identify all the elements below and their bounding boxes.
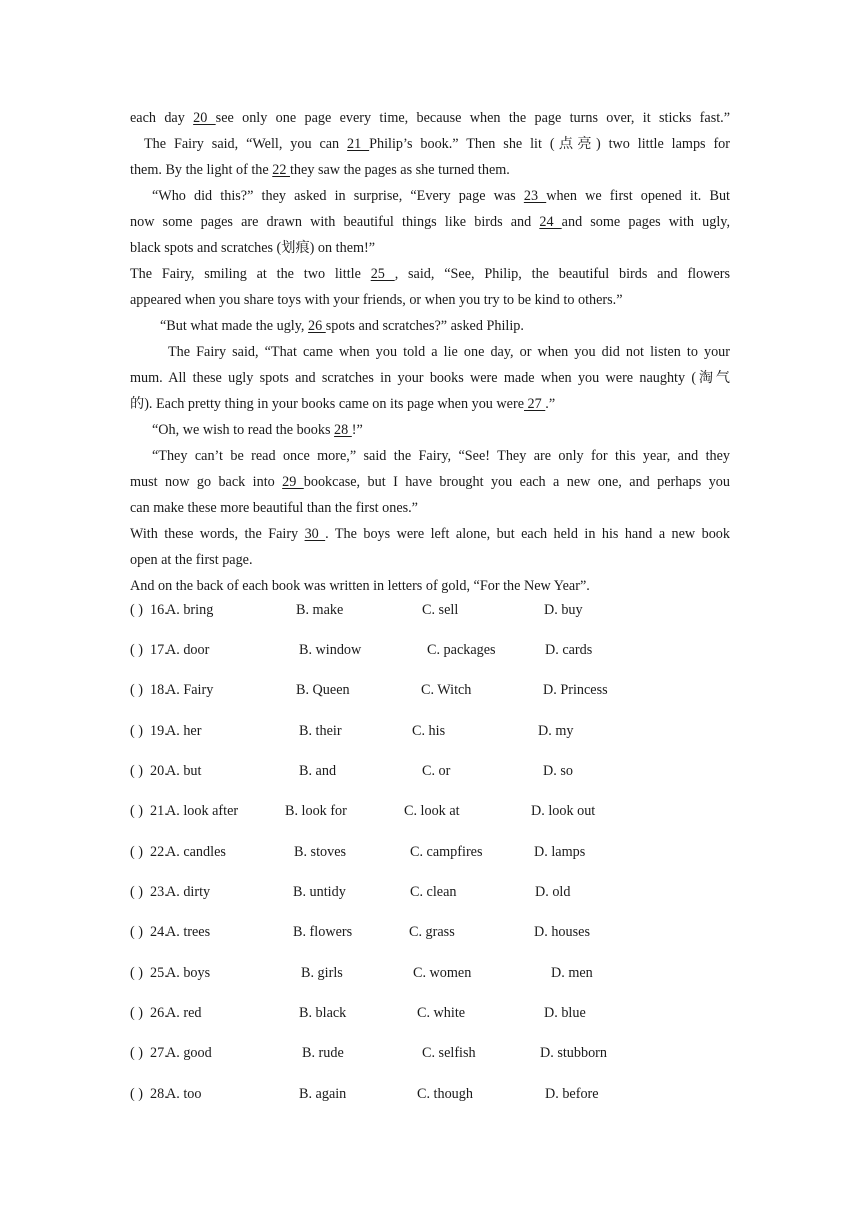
option-c[interactable]: C. clean bbox=[410, 884, 457, 900]
option-a[interactable]: A. look after bbox=[166, 803, 239, 819]
option-d[interactable]: D. Princess bbox=[543, 682, 608, 698]
option-c[interactable]: C. Witch bbox=[421, 682, 472, 698]
blank-22: 22 bbox=[272, 162, 290, 178]
option-b[interactable]: B. flowers bbox=[293, 924, 353, 940]
blank-28: 28 bbox=[334, 422, 352, 438]
option-a[interactable]: A. door bbox=[166, 642, 210, 658]
option-a[interactable]: A. bring bbox=[166, 602, 214, 618]
passage-line: open at the first page. bbox=[130, 552, 253, 568]
passage-line: them. By the light of the 22 they saw the pages as she turned them. bbox=[130, 162, 510, 178]
option-d[interactable]: D. buy bbox=[544, 602, 583, 618]
passage-line: must now go back into 29 bookcase, but I have brought you each a new one, and perhaps you bbox=[130, 474, 730, 490]
question-number: 28. bbox=[150, 1086, 168, 1102]
option-b[interactable]: B. stoves bbox=[294, 844, 347, 860]
question-number: 18. bbox=[150, 682, 168, 698]
answer-paren[interactable]: ( ) bbox=[130, 844, 143, 860]
option-b[interactable]: B. untidy bbox=[293, 884, 346, 900]
option-b[interactable]: B. rude bbox=[302, 1045, 344, 1061]
option-d[interactable]: D. cards bbox=[545, 642, 593, 658]
question-number: 16. bbox=[150, 602, 168, 618]
option-c[interactable]: C. selfish bbox=[422, 1045, 476, 1061]
question-number: 26. bbox=[150, 1005, 168, 1021]
answer-paren[interactable]: ( ) bbox=[130, 723, 143, 739]
option-c[interactable]: C. or bbox=[422, 763, 451, 779]
option-d[interactable]: D. houses bbox=[534, 924, 590, 940]
passage-line: The Fairy said, “Well, you can 21 Philip’s book.” Then she lit (点亮) two little lamps for bbox=[144, 136, 731, 152]
option-a[interactable]: A. candles bbox=[166, 844, 226, 860]
blank-26: 26 bbox=[308, 318, 326, 334]
option-d[interactable]: D. so bbox=[543, 763, 573, 779]
option-d[interactable]: D. blue bbox=[544, 1005, 586, 1021]
blank-27: 27 bbox=[524, 396, 546, 412]
option-a[interactable]: A. dirty bbox=[166, 884, 211, 900]
question-number: 21. bbox=[150, 803, 168, 819]
option-c[interactable]: C. white bbox=[417, 1005, 466, 1021]
blank-25: 25 bbox=[370, 266, 395, 282]
blank-29: 29 bbox=[282, 474, 304, 490]
option-d[interactable]: D. stubborn bbox=[540, 1045, 607, 1061]
passage-line: The Fairy said, “That came when you told a lie one day, or when you did not listen to your bbox=[168, 344, 730, 360]
question-number: 20. bbox=[150, 763, 168, 779]
option-d[interactable]: D. my bbox=[538, 723, 574, 739]
option-d[interactable]: D. lamps bbox=[534, 844, 586, 860]
answer-paren[interactable]: ( ) bbox=[130, 924, 143, 940]
option-c[interactable]: C. sell bbox=[422, 602, 459, 618]
passage-line: now some pages are drawn with beautiful things like birds and 24 and some pages with ugly, bbox=[130, 214, 730, 230]
passage-line: can make these more beautiful than the first ones.” bbox=[130, 500, 418, 516]
blank-24: 24 bbox=[539, 214, 562, 230]
option-b[interactable]: B. look for bbox=[285, 803, 347, 819]
option-c[interactable]: C. his bbox=[412, 723, 446, 739]
option-b[interactable]: B. and bbox=[299, 763, 337, 779]
option-c[interactable]: C. look at bbox=[404, 803, 460, 819]
blank-23: 23 bbox=[523, 188, 547, 204]
question-number: 25. bbox=[150, 965, 168, 981]
passage-line: “They can’t be read once more,” said the Fairy, “See! They are only for this year, and they bbox=[152, 448, 730, 464]
passage-line: The Fairy, smiling at the two little 25 , said, “See, Philip, the beautiful birds and flowers bbox=[130, 266, 731, 282]
option-b[interactable]: B. their bbox=[299, 723, 342, 739]
answer-paren[interactable]: ( ) bbox=[130, 884, 143, 900]
passage-line: “Who did this?” they asked in surprise, “Every page was 23 when we first opened it. But bbox=[152, 188, 730, 204]
blank-30: 30 bbox=[304, 526, 326, 542]
answer-paren[interactable]: ( ) bbox=[130, 763, 143, 779]
option-a[interactable]: A. Fairy bbox=[166, 682, 214, 698]
option-a[interactable]: A. her bbox=[166, 723, 202, 739]
option-a[interactable]: A. trees bbox=[166, 924, 211, 940]
question-number: 22. bbox=[150, 844, 168, 860]
answer-paren[interactable]: ( ) bbox=[130, 965, 143, 981]
option-b[interactable]: B. window bbox=[299, 642, 362, 658]
option-a[interactable]: A. boys bbox=[166, 965, 211, 981]
option-d[interactable]: D. before bbox=[545, 1086, 599, 1102]
option-a[interactable]: A. red bbox=[166, 1005, 202, 1021]
passage-line: “Oh, we wish to read the books 28 !” bbox=[152, 422, 363, 438]
passage-line: With these words, the Fairy 30 . The boys were left alone, but each held in his hand a new book bbox=[130, 526, 730, 542]
option-c[interactable]: C. campfires bbox=[410, 844, 483, 860]
answer-paren[interactable]: ( ) bbox=[130, 1086, 143, 1102]
passage-line: mum. All these ugly spots and scratches in your books were made when you were naughty (淘气 bbox=[130, 370, 730, 386]
answer-paren[interactable]: ( ) bbox=[130, 682, 143, 698]
answer-paren[interactable]: ( ) bbox=[130, 1005, 143, 1021]
question-number: 17. bbox=[150, 642, 168, 658]
question-number: 24. bbox=[150, 924, 168, 940]
option-d[interactable]: D. old bbox=[535, 884, 571, 900]
option-b[interactable]: B. black bbox=[299, 1005, 347, 1021]
option-d[interactable]: D. men bbox=[551, 965, 593, 981]
answer-paren[interactable]: ( ) bbox=[130, 1045, 143, 1061]
passage-line: each day 20 see only one page every time, because when the page turns over, it sticks fast.” bbox=[130, 110, 730, 126]
passage-line: “But what made the ugly, 26 spots and scratches?” asked Philip. bbox=[160, 318, 524, 334]
option-c[interactable]: C. though bbox=[417, 1086, 473, 1102]
option-b[interactable]: B. Queen bbox=[296, 682, 350, 698]
option-a[interactable]: A. too bbox=[166, 1086, 202, 1102]
passage-line: appeared when you share toys with your friends, or when you try to be kind to others.” bbox=[130, 292, 623, 308]
answer-paren[interactable]: ( ) bbox=[130, 803, 143, 819]
option-c[interactable]: C. packages bbox=[427, 642, 496, 658]
passage-line: 的). Each pretty thing in your books came on its page when you were 27 .” bbox=[130, 396, 556, 412]
option-a[interactable]: A. good bbox=[166, 1045, 212, 1061]
option-a[interactable]: A. but bbox=[166, 763, 202, 779]
option-b[interactable]: B. again bbox=[299, 1086, 347, 1102]
option-d[interactable]: D. look out bbox=[531, 803, 596, 819]
answer-paren[interactable]: ( ) bbox=[130, 642, 143, 658]
passage-line: black spots and scratches (划痕) on them!” bbox=[130, 240, 376, 256]
option-b[interactable]: B. girls bbox=[301, 965, 343, 981]
answer-paren[interactable]: ( ) bbox=[130, 602, 143, 618]
question-number: 19. bbox=[150, 723, 168, 739]
option-b[interactable]: B. make bbox=[296, 602, 344, 618]
question-number: 27. bbox=[150, 1045, 168, 1061]
question-number: 23. bbox=[150, 884, 168, 900]
blank-21: 21 bbox=[347, 136, 370, 152]
option-c[interactable]: C. women bbox=[413, 965, 472, 981]
blank-20: 20 bbox=[193, 110, 216, 126]
passage-line: And on the back of each book was written in letters of gold, “For the New Year”. bbox=[130, 578, 590, 594]
option-c[interactable]: C. grass bbox=[409, 924, 455, 940]
